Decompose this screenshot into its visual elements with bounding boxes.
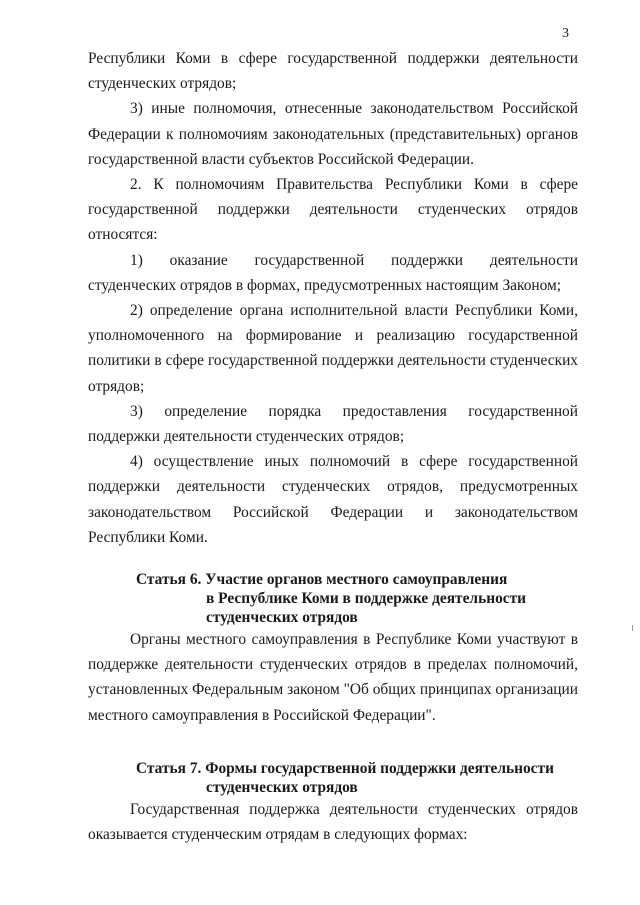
scan-margin-mark — [632, 625, 633, 631]
article-6-heading-line: в Республике Коми в поддержке деятельности — [206, 590, 527, 608]
paragraph: 2) определение органа исполнительной власти Республики Коми, уполномоченного на формирование и реализацию государственной политики в сфере государственной поддержки деятельности студенческих отрядов; — [88, 302, 578, 395]
article-6-heading-line: Статья 6. Участие органов местного самоуправления — [136, 571, 508, 589]
paragraph: 2. К полномочиям Правительства Республики Коми в сфере государственной поддержки деятельности студенческих отрядов относятся: — [88, 176, 578, 244]
article-7-text: Государственная поддержка деятельности студенческих отрядов оказывается студенческим отрядам в следующих формах: — [88, 800, 578, 844]
paragraph: Республики Коми в сфере государственной поддержки деятельности студенческих отрядов; — [88, 50, 578, 93]
article-7-heading-line: Статья 7. Формы государственной поддержки деятельности — [136, 759, 554, 777]
article-7-heading-line: студенческих отрядов — [206, 778, 358, 796]
article-6-heading-line: студенческих отрядов — [206, 609, 358, 627]
article-6-text: Органы местного самоуправления в Республике Коми участвуют в поддержке деятельности студенческих отрядов в пределах полномочий, установленных Федеральным законом "Об общих принципах организации местного самоуправления в Российской Федерации". — [88, 631, 578, 724]
paragraph: 3) определение порядка предоставления государственной поддержки деятельности студенческих отрядов; — [88, 402, 578, 446]
article-6-heading — [88, 570, 578, 627]
article-7-heading — [88, 759, 578, 797]
paragraph: 1) оказание государственной поддержки деятельности студенческих отрядов в формах, предусмотренных настоящим Законом; — [88, 251, 578, 294]
page-number: 3 — [562, 26, 569, 41]
paragraph: 3) иные полномочия, отнесенные законодательством Российской Федерации к полномочиям законодательных (представительных) органов государственной власти субъектов Российской Федерации. — [88, 100, 578, 168]
paragraph: 4) осуществление иных полномочий в сфере государственной поддержки деятельности студенческих отрядов, предусмотренных законодательством Российской Федерации и законодательством Республики Коми. — [88, 453, 578, 546]
document-body — [88, 46, 578, 847]
